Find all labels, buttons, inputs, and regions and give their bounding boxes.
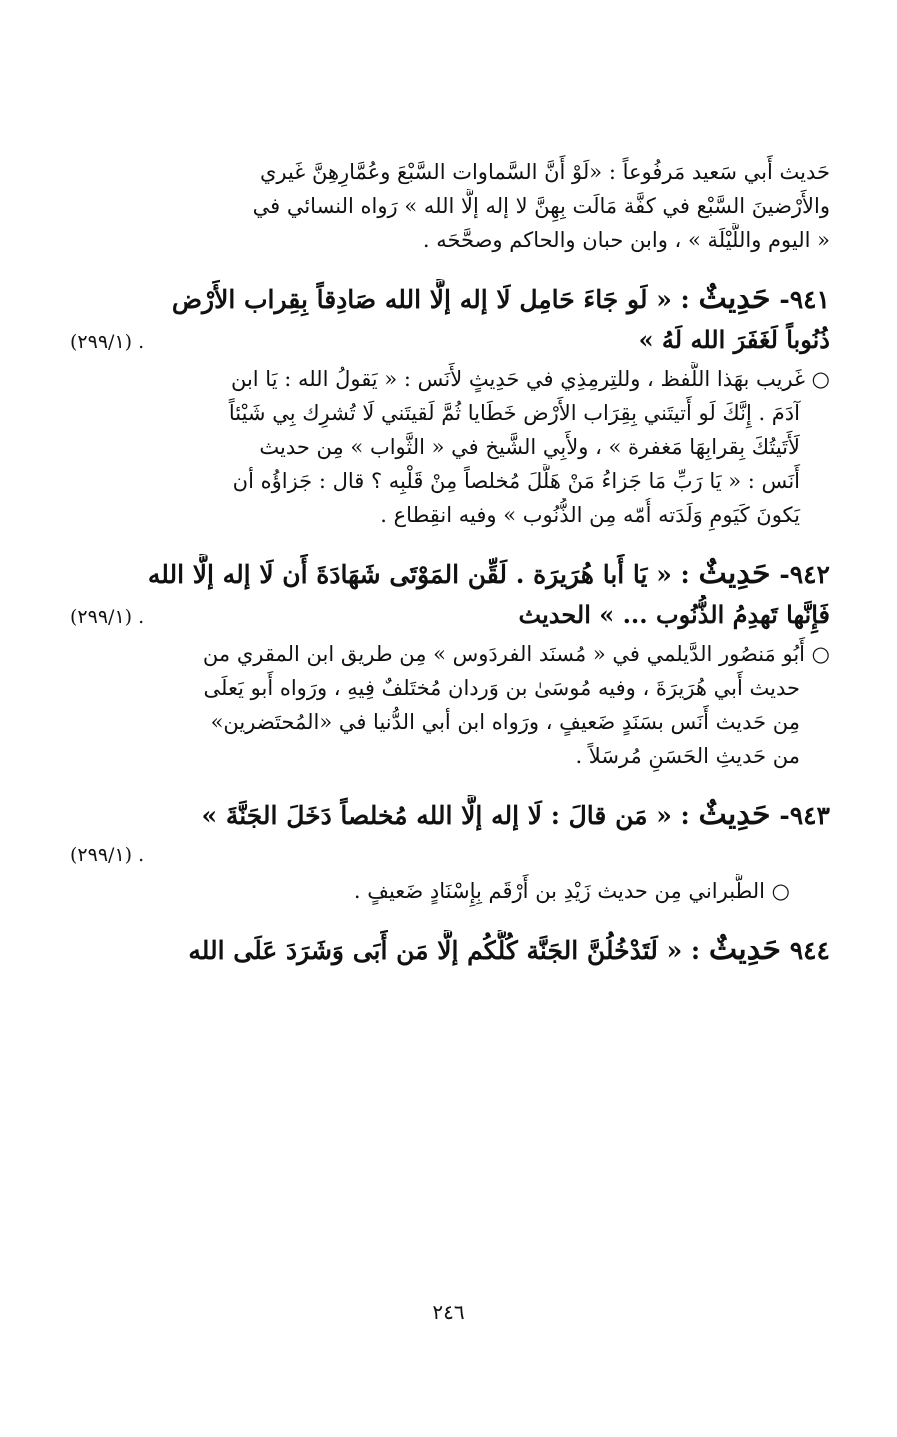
entry-number: ٩٤٤ xyxy=(789,936,830,965)
takhrij-comment xyxy=(70,637,830,773)
entry-label: حَدِيثٌ xyxy=(698,556,771,591)
entry-number: ٩٤٢- xyxy=(779,560,830,589)
text-line: يَكونَ كَيَومِ وَلَدَته أُمّه مِن الذُّنُوب » وفيه انقِطاع . xyxy=(380,503,800,527)
hadith-entry-941 xyxy=(70,279,830,532)
intro-paragraph xyxy=(70,155,830,257)
text-line: « اليوم واللَّيْلَة » ، وابن حبان والحاكم وصحَّحَه . xyxy=(422,228,830,252)
text-line: آدَمَ . إِنَّكَ لَو أَتيتَني بِقِرَاب الأَرْض خَطَايا ثُمَّ لَقيتَني لَا تُشرِك بِي شَيْئاً xyxy=(228,401,800,425)
text-line: والأَرْضينَ السَّبْع في كفَّة مَالَت بِهِنَّ لا إله إلَّا الله » رَواه النسائي في xyxy=(252,194,830,218)
entry-heading xyxy=(70,795,830,836)
entry-heading xyxy=(70,279,830,320)
entry-heading xyxy=(70,930,830,971)
hadith-entry-942 xyxy=(70,554,830,773)
text-line: ○ الطَّبراني مِن حديث زَيْدِ بن أَرْقَم بِإِسْنَادٍ ضَعيفٍ . xyxy=(353,879,790,903)
text-line: من حَديثِ الحَسَنِ مُرسَلاً . xyxy=(575,744,800,768)
hadith-entry-943 xyxy=(70,795,830,908)
page-body xyxy=(70,155,830,993)
takhrij-comment xyxy=(70,362,830,532)
entry-heading xyxy=(70,554,830,595)
volume-page-reference: (٢٩٩/١) . xyxy=(70,331,145,353)
hadith-entry-944 xyxy=(70,930,830,971)
text-line: حديث أَبي هُرَيرَةَ ، وفيه مُوسَىٰ بن وَردان مُختَلفٌ فِيهِ ، ورَواه أَبو يَعلَى xyxy=(203,676,800,700)
page-number: ٢٤٦ xyxy=(432,1300,465,1324)
volume-page-reference: (٢٩٩/١) . xyxy=(70,606,145,628)
text-line: مِن حَديث أَنَس بسَنَدٍ ضَعيفٍ ، ورَواه ابن أبي الدُّنيا في «المُحتَضرين» xyxy=(210,710,800,734)
entry-text: : « مَن قالَ : لَا إله إلَّا الله مُخلصاً دَخَلَ الجَنَّةَ » xyxy=(201,801,690,830)
text-line: لَأَتَيتُكَ بِقرابِهَا مَغفرة » ، ولأَبِي الشَّيخ في « الثَّواب » مِن حديث xyxy=(259,435,800,459)
entry-text: : « يَا أَبا هُرَيرَة . لَقِّن المَوْتَى شَهَادَةَ أَن لَا إله إلَّا الله xyxy=(147,560,690,589)
volume-page-reference: (٢٩٩/١) . xyxy=(70,844,145,866)
text-line: ○ أَبُو مَنصُور الدَّيلمي في « مُسنَد الفردَوس » مِن طريق ابن المقري من xyxy=(202,642,830,666)
entry-label: حَدِيثٌ xyxy=(698,281,771,316)
text-line: ○ غَريب بهَذا اللَّفظ ، وللتِرمِذِي في حَدِيثٍ لأَنَس : « يَقولُ الله : يَا ابن xyxy=(230,367,830,391)
entry-text: : « لَو جَاءَ حَامِل لَا إله إلَّا الله صَادِقاً بِقِراب الأَرْض xyxy=(171,285,690,314)
entry-number: ٩٤١- xyxy=(779,285,830,314)
entry-second-line xyxy=(70,595,830,637)
entry-label: حَدِيثٌ xyxy=(708,932,781,967)
entry-second-line xyxy=(70,320,830,362)
entry-text-continued: ذُنُوباً لَغَفَرَ الله لَهُ » xyxy=(638,325,830,354)
text-line: أَنَس : « يَا رَبِّ مَا جَزاءُ مَنْ هَلَّلَ مُخلصاً مِنْ قَلْبِه ؟ قال : جَزاؤُه أن xyxy=(232,469,800,493)
entry-number: ٩٤٣- xyxy=(779,801,830,830)
entry-text: : « لَتَدْخُلُنَّ الجَنَّة كُلُّكُم إلَّا مَن أَبَى وَشَرَدَ عَلَى الله xyxy=(188,936,701,965)
takhrij-comment xyxy=(70,874,830,908)
entry-text-continued: فَإِنَّها تَهدِمُ الذُّنُوب ... » الحديث xyxy=(518,600,830,629)
entry-label: حَدِيثٌ xyxy=(698,797,771,832)
text-line: حَديث أَبي سَعيد مَرفُوعاً : «لَوْ أَنَّ السَّماوات السَّبْعَ وعُمَّارِهِنَّ غَيري xyxy=(259,160,830,184)
